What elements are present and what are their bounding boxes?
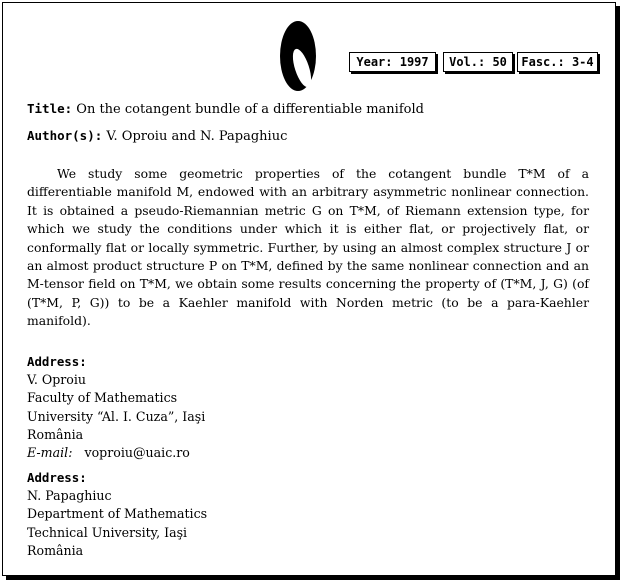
- address-block-1: [27, 353, 205, 462]
- paper-authors: V. Oproiu and N. Papaghiuc: [106, 129, 288, 144]
- paper-title: On the cotangent bundle of a differentiable manifold: [76, 102, 424, 117]
- address-institution: University “Al. I. Cuza”, Iaşi: [27, 408, 206, 424]
- address-block-2: [27, 469, 207, 560]
- abstract: We study some geometric properties of the cotangent bundle T*M of a differentiable manifold M, endowed with an arbitrary asymmetric nonlinear connection. It is obtained a pseudo-Riemannian metric G on T*M, of Riemann extension type, for which we study the conditions under which it is either flat, or projectively flat, or conformally flat or locally symmetric. Further, by using an almost complex structure J or an almost product structure P on T*M, defined by the same nonlinear connection and an M-tensor field on T*M, we obtain some results concerning the property of (T*M, J, G) (of (T*M, P, G)) to be a Kaehler manifold with Norden metric (to be a para-Kaehler manifold).: [27, 166, 589, 329]
- fascicle-badge: Fasc.: 3-4: [517, 52, 598, 72]
- address-country: România: [27, 426, 84, 442]
- address-name: N. Papaghiuc: [27, 488, 112, 504]
- journal-logo-icon: [278, 20, 320, 94]
- address-department: Department of Mathematics: [27, 506, 208, 522]
- address-heading: Address:: [27, 354, 87, 369]
- authors-label: Author(s):: [27, 128, 103, 143]
- authors-line: [27, 128, 287, 144]
- address-country: România: [27, 542, 84, 558]
- address-email-line: [27, 444, 205, 462]
- address-institution: Technical University, Iaşi: [27, 524, 188, 540]
- email-label: E-mail:: [27, 445, 73, 461]
- email-link[interactable]: voproiu@uaic.ro: [84, 445, 190, 461]
- title-label: Title:: [27, 101, 73, 116]
- address-heading: Address:: [27, 470, 87, 485]
- address-department: Faculty of Mathematics: [27, 390, 178, 406]
- volume-badge: Vol.: 50: [443, 52, 513, 72]
- year-badge: Year: 1997: [349, 52, 436, 72]
- address-name: V. Oproiu: [27, 372, 87, 388]
- title-line: [27, 101, 424, 117]
